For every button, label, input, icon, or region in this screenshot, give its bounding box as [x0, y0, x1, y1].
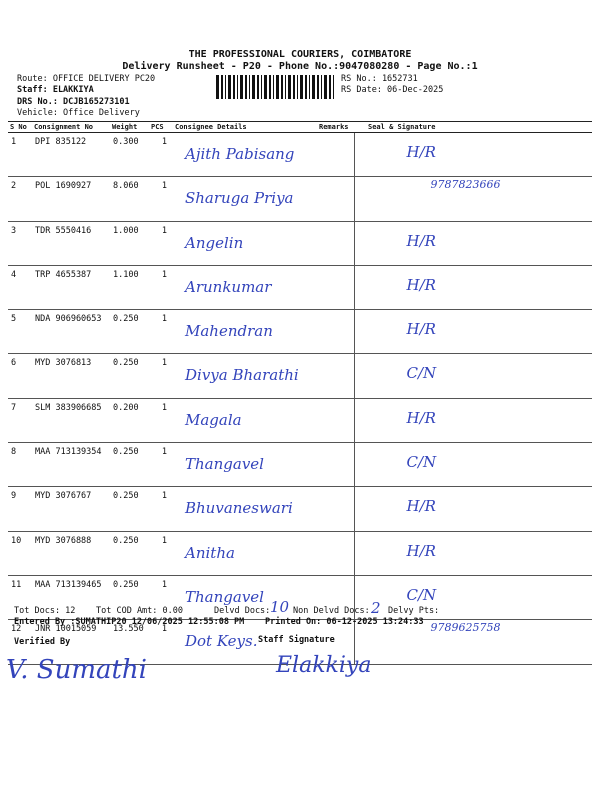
barcode-bar [237, 75, 238, 99]
seal-handwritten: C/N [406, 453, 437, 472]
staff-signature-label: Staff Signature [258, 635, 335, 645]
barcode-bar [257, 75, 259, 99]
table-row [8, 133, 592, 177]
table-row [8, 487, 592, 531]
non-delivered-docs-handwritten: 2 [371, 599, 381, 617]
table-row [8, 443, 592, 487]
weight-cell: 0.300 [110, 133, 149, 177]
remarks-cell [317, 265, 354, 309]
rs-number: RS No.: 1652731 [341, 74, 418, 84]
weight-cell: 0.200 [110, 398, 149, 442]
consignee-handwritten: Arunkumar [185, 277, 272, 296]
pcs-cell: 1 [149, 221, 173, 265]
remarks-cell [317, 398, 354, 442]
barcode-bar [281, 75, 283, 99]
seal-phone-handwritten: 9787823666 [430, 178, 501, 192]
pcs-cell: 1 [149, 620, 173, 664]
sno-cell: 11 [8, 575, 32, 619]
non-delivered-docs-label: Non Delvd Docs: [293, 606, 370, 616]
seal-handwritten: H/R [406, 408, 436, 427]
remarks-cell [317, 221, 354, 265]
barcode-bar [225, 75, 226, 99]
weight-cell: 0.250 [110, 354, 149, 398]
consignee-handwritten: Thangavel [185, 587, 264, 606]
consignee-handwritten: Dot Keys. [185, 632, 258, 651]
staff-label: Staff: ELAKKIYA [17, 85, 94, 95]
table-row [8, 310, 592, 354]
seal-cell [354, 133, 592, 177]
col-seal: Seal & Signature [354, 122, 592, 133]
col-sno: S No [8, 122, 32, 133]
consignee-cell [173, 354, 317, 398]
consignment-cell: POL 1690927 [32, 177, 110, 221]
seal-cell [354, 354, 592, 398]
remarks-cell [317, 177, 354, 221]
consignee-cell [173, 487, 317, 531]
barcode-bar [216, 75, 219, 99]
total-docs: Tot Docs: 12 [14, 606, 76, 616]
barcode-bar [261, 75, 262, 99]
table-header-row [8, 122, 592, 133]
barcode-bar [324, 75, 327, 99]
remarks-cell [317, 443, 354, 487]
consignment-cell: MYD 3076813 [32, 354, 110, 398]
consignee-cell [173, 443, 317, 487]
consignment-cell: MAA 713139354 [32, 443, 110, 487]
consignment-cell: JNR 10015059 [32, 620, 110, 664]
pcs-cell: 1 [149, 133, 173, 177]
consignment-cell: TDR 5550416 [32, 221, 110, 265]
total-cod: Tot COD Amt: 0.00 [96, 606, 183, 616]
barcode-bar [273, 75, 274, 99]
barcode-bar [221, 75, 223, 99]
col-consignee: Consignee Details [173, 122, 317, 133]
barcode-bar [249, 75, 250, 99]
col-remarks: Remarks [317, 122, 354, 133]
vehicle-label: Vehicle: Office Delivery [17, 108, 140, 118]
seal-handwritten: H/R [406, 231, 436, 250]
seal-cell [354, 531, 592, 575]
consignment-cell: SLM 383906685 [32, 398, 110, 442]
weight-cell: 1.000 [110, 221, 149, 265]
barcode-bar [333, 75, 334, 99]
entered-by: Entered By :SUMATHIP20 12/06/2025 12:55:08 PM [14, 617, 245, 627]
barcode-bar [293, 75, 295, 99]
barcode-bar [312, 75, 315, 99]
sno-cell: 2 [8, 177, 32, 221]
consignee-handwritten: Ajith Pabisang [185, 145, 295, 163]
barcode-bar [305, 75, 307, 99]
barcode-bar [228, 75, 231, 99]
seal-cell [354, 398, 592, 442]
consignee-handwritten: Bhuvaneswari [185, 499, 293, 518]
drs-number: DRS No.: DCJB165273101 [17, 97, 130, 107]
seal-cell [354, 177, 592, 221]
seal-handwritten: H/R [406, 320, 436, 339]
consignment-cell: DPI 835122 [32, 133, 110, 177]
barcode-image [216, 75, 338, 99]
barcode-bar [269, 75, 271, 99]
consignee-cell [173, 265, 317, 309]
seal-cell [354, 443, 592, 487]
sno-cell: 12 [8, 620, 32, 664]
barcode-bar [309, 75, 310, 99]
delivery-table [8, 121, 592, 665]
seal-handwritten: H/R [406, 497, 436, 516]
rs-date: RS Date: 06-Dec-2025 [341, 85, 444, 95]
sno-cell: 5 [8, 310, 32, 354]
table-row [8, 221, 592, 265]
table-row [8, 398, 592, 442]
pcs-cell: 1 [149, 575, 173, 619]
seal-handwritten: C/N [406, 364, 437, 383]
barcode-bar [329, 75, 331, 99]
consignee-cell [173, 531, 317, 575]
sno-cell: 4 [8, 265, 32, 309]
barcode-bar [285, 75, 286, 99]
consignee-handwritten: Mahendran [185, 322, 273, 341]
seal-handwritten: C/N [406, 585, 437, 604]
barcode-bar [300, 75, 303, 99]
sno-cell: 3 [8, 221, 32, 265]
seal-cell [354, 221, 592, 265]
sno-cell: 1 [8, 133, 32, 177]
barcode-bar [240, 75, 243, 99]
col-pcs: PCS [149, 122, 173, 133]
consignee-handwritten: Magala [185, 410, 242, 429]
table-row [8, 531, 592, 575]
weight-cell: 0.250 [110, 575, 149, 619]
pcs-cell: 1 [149, 177, 173, 221]
weight-cell: 13.550 [110, 620, 149, 664]
table-row [8, 354, 592, 398]
remarks-cell [317, 354, 354, 398]
sno-cell: 7 [8, 398, 32, 442]
consignee-handwritten: Sharuga Priya [185, 189, 294, 208]
consignment-cell: NDA 906960653 [32, 310, 110, 354]
pcs-cell: 1 [149, 487, 173, 531]
weight-cell: 0.250 [110, 487, 149, 531]
pcs-cell: 1 [149, 354, 173, 398]
consignment-cell: MAA 713139465 [32, 575, 110, 619]
barcode-bar [252, 75, 255, 99]
barcode-bar [288, 75, 291, 99]
verified-by-label: Verified By [14, 637, 71, 647]
consignee-handwritten: Thangavel [185, 455, 264, 474]
sno-cell: 9 [8, 487, 32, 531]
seal-cell [354, 310, 592, 354]
seal-handwritten: H/R [406, 143, 436, 161]
remarks-cell [317, 310, 354, 354]
pcs-cell: 1 [149, 443, 173, 487]
barcode-bar [317, 75, 319, 99]
seal-cell [354, 487, 592, 531]
remarks-cell [317, 487, 354, 531]
route-label: Route: OFFICE DELIVERY PC20 [17, 74, 156, 84]
seal-handwritten: H/R [406, 275, 436, 294]
remarks-cell [317, 531, 354, 575]
weight-cell: 1.100 [110, 265, 149, 309]
sno-cell: 6 [8, 354, 32, 398]
staff-signature: Elakkiya [276, 653, 372, 678]
weight-cell: 0.250 [110, 310, 149, 354]
verified-by-signature: V. Sumathi [6, 655, 147, 685]
weight-cell: 0.250 [110, 531, 149, 575]
table-row [8, 265, 592, 309]
delivery-points-label: Delvy Pts: [388, 606, 440, 616]
remarks-cell [317, 133, 354, 177]
consignee-cell [173, 133, 317, 177]
seal-cell [354, 265, 592, 309]
consignment-cell: TRP 4655387 [32, 265, 110, 309]
delivered-docs-label: Delvd Docs: [214, 606, 271, 616]
barcode-bar [233, 75, 235, 99]
consignee-cell [173, 177, 317, 221]
consignee-cell [173, 310, 317, 354]
barcode-bar [297, 75, 298, 99]
pcs-cell: 1 [149, 398, 173, 442]
sno-cell: 10 [8, 531, 32, 575]
table-row [8, 177, 592, 221]
seal-handwritten: H/R [406, 541, 436, 560]
consignee-cell [173, 398, 317, 442]
pcs-cell: 1 [149, 531, 173, 575]
barcode-bar [245, 75, 247, 99]
weight-cell: 8.060 [110, 177, 149, 221]
consignee-handwritten: Divya Bharathi [185, 366, 299, 385]
barcode-bar [321, 75, 322, 99]
barcode-bar [264, 75, 267, 99]
consignment-cell: MYD 3076888 [32, 531, 110, 575]
sno-cell: 8 [8, 443, 32, 487]
barcode-bar [276, 75, 279, 99]
pcs-cell: 1 [149, 310, 173, 354]
pcs-cell: 1 [149, 265, 173, 309]
consignee-handwritten: Angelin [185, 233, 244, 252]
consignment-cell: MYD 3076767 [32, 487, 110, 531]
weight-cell: 0.250 [110, 443, 149, 487]
consignee-cell [173, 221, 317, 265]
col-consignment: Consignment No [32, 122, 110, 133]
col-weight: Weight [110, 122, 149, 133]
runsheet-title: Delivery Runsheet - P20 - Phone No.:9047080280 - Page No.:1 [122, 61, 478, 72]
company-name: THE PROFESSIONAL COURIERS, COIMBATORE [188, 49, 412, 60]
delivered-docs-handwritten: 10 [270, 598, 290, 616]
consignee-handwritten: Anitha [185, 543, 235, 562]
seal-phone-handwritten: 9789625758 [430, 621, 501, 635]
printed-on: Printed On: 06-12-2025 13:24:33 [265, 617, 424, 627]
